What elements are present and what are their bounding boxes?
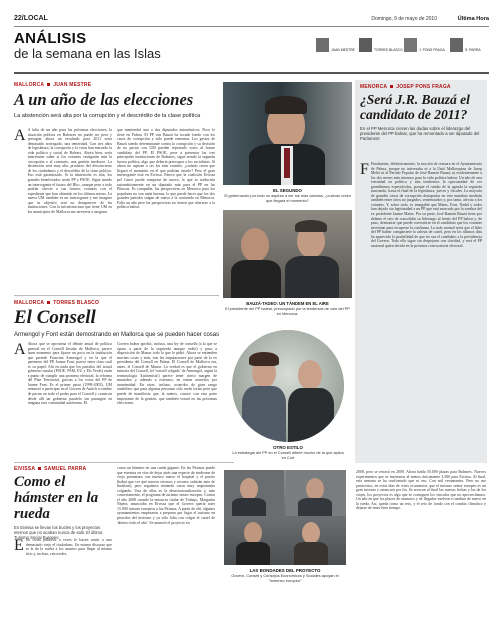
article-headline: Como el hámster en la rueda <box>14 474 99 522</box>
article-headline: ¿Será J.R. Bauzá el candidato de 2011? <box>360 92 470 122</box>
kicker-place: MALLORCA <box>14 300 45 306</box>
photo-caption-title: LAS BONDADES DEL PROYECTO <box>249 568 321 573</box>
kicker-bullet <box>47 301 50 304</box>
photo-caption-title: EL SEGUNDO <box>273 188 302 193</box>
drop-cap: A <box>14 342 26 358</box>
article-menorca-pons <box>360 84 484 142</box>
author-photo <box>450 38 463 52</box>
article-kicker <box>360 84 484 90</box>
photo-bauza-portrait <box>223 82 352 185</box>
article-column <box>117 466 215 616</box>
drop-cap: A <box>14 128 26 144</box>
page-header <box>14 14 489 27</box>
photo-caption-text: La estrategia del PP en el Consell difiere mucho de la que aplica en Cort <box>232 450 344 460</box>
article-body: 2008, pero se retrasó en 2009. Ahora habla 50.000 plazas para Baleares. Nuevos experimentos que se insertaron al menos únicamente 3.500 para Eivissa. Al final, esta semana se ha confirmado que ni eso. Con mil veraneantes. Pero no me pronostico, en estos días de crisis económica, que el turismo senior europeo es un gran invento y arrancará por fin. Se acercan al final las nuevas fechas y las de los viajes, los proyectos es algo que se consiguen los vinculos que no aprovechamos. Un año en que los plazos de anuncios y de llegadas vuelven a cambiar de nuevo en la rueda. Así, queda como un reto, y el reto de fondo con el cambio climático y dejarse de tener bien tiempo. <box>356 470 486 511</box>
article-body: Ahora que se aproxima el debate anual de política general en el Consell Insular de Mallorca, parece buen momento para fijarse un poco en la institución que preside Francina Armengol y en la que el partenero del PP, Jaume Font, parece tener claro cuál es su papel. Ahí en nada que los partidos del actual gobierno insular (PSOE, PSM, EU y Els Verds) están a punto de cumplir una promesa electoral, la reforma del Plan Territorial, gracias a los votos del PP de Jaume Font. Es el primer pacto (1999-2003), UM renunció a participar en el Govern de Antich a cambio de pactar en todo el poder para el Consell y construir desde allí un gobierno paralelo sin parangón en ninguna otra comunidad autónoma. El <box>27 342 112 406</box>
article-body: Finalmente, definitivamente, la moción de censura en el Ayuntamiento de Palma, porque no interesaba ni a la Unió Mallorquina de Josep Melià ni al Partido Popular de José Ramón Bauzá, ni evidentemente a los dos meses más intensos para la vida política balear. Un año de una eternidad en política y aún tendremos la oportunidad de ver grandísimos espectáculos, porque el rumbo de la agenda la seguirán marcando, hasta el final de la legislatura, jueces y fiscales. La mayoría de grandes casos de corrupción destapados en este mandato medirán también entre otros no juzgados, sentenciados y, por tanto, afectar a los votantes. Y, sobre todo, es innegable que Matas, Font, Nadal y todos han dejado sin legitimidad a un PP que está marcado por la sombra del ex presidente Jaume Matas. Por su parte, José Ramón Bauzá tiene por delante el reto de consolidar su liderazgo al frente del PP balear y, de paso, demostrar que puede convertirse en el candidato que los votantes necesitan para recuperar la confianza. Lo más normal sería que el líder del PP balear compartiese la cabeza de cartel, pero en los últimos días ha aparecido la posibilidad de que no sea el candidato a la presidencia del Govern. Todo ello sigue sin despejarse con claridad, y será el PP nacional quien decida en la próxima convocatoria electoral. <box>370 162 482 248</box>
article-kicker <box>14 300 234 306</box>
section-header <box>14 28 489 74</box>
section-subtitle: de la semana en las Islas <box>14 46 161 61</box>
kicker-author: SAMUEL PARRA <box>44 466 87 472</box>
author-name: J. PONS FRAGA <box>419 48 445 52</box>
article-body: En cosas públicas a veces le hacen sentir a uno demasiado viejo el ciudadano. Un mismo discurso que se le da la vuelta a los asuntos para llegar al mismo sitio y, incluso, retroceder, <box>25 538 112 556</box>
drop-cap: E <box>14 538 24 554</box>
kicker-author: JOSEP PONS FRAGA <box>396 84 451 90</box>
article-kicker <box>14 466 112 472</box>
drop-cap: F <box>360 162 369 178</box>
article-column <box>14 538 112 616</box>
author-photo <box>404 38 417 52</box>
kicker-author: JUAN MESTRE <box>53 82 92 88</box>
article-body: que mantendrá uno o dos diputados autonómicos. Poco le tiene en Palma. El PP con Bauzá ha tocado fondo con los casos de corrupción y sólo puede remontar. Los gestos de Bauzá siendo determinante contra la corrupción y su decisión de no pactar con UM pueden reportarle votos al futuro candidato del PP. El PSOE, pese a presentar las tres principales instituciones de Baleares, sigue siendo la segunda fuerza política, algo que debería preocupar a los socialistas. Si ahora no aspiran a ser los más votados, ¿cuándo creen que llegará el momento en el que podrían estarlo? Pero el gran interrogante está en Eivissa. Parece que la coalición Eivissa pel Canvi puede romperse de nuevo, lo que se traduciría automáticamente en un diputado más para el PP en las Pitiusas. Es compañía, las perspectivas en Menorca para los populares no son nada buenas, lo que puede hacer que los dos grandes partidos salgan de nuevo a la contienda en Menorca. Falta un año pero las perspectivas no tienen que alterarse a la política balear. <box>117 128 215 210</box>
article-column <box>360 162 482 458</box>
photo-caption-text: El presidente del PP balear, preocupado por la tendencia de voto del PP en Menorca. <box>225 306 350 316</box>
article-column <box>117 342 217 455</box>
photo-caption-text: Govern, Consell y Consejos Económicos y Sociales apoyan el "inmenso europeo" <box>231 573 339 583</box>
article-headline: El Consell <box>14 307 96 328</box>
kicker-place: MALLORCA <box>14 82 45 88</box>
author-photo <box>316 38 329 52</box>
page-number: 22/LOCAL <box>14 15 48 22</box>
article-column <box>14 342 112 455</box>
photo-bauza-tadeo <box>223 210 352 298</box>
issue-date: Domingo, 9 de mayo de 2010 <box>371 16 437 22</box>
kicker-author: TORRES BLASCO <box>53 300 100 306</box>
article-subhead: Armengol y Font están demostrando en Mallorca que se pueden hacer cosas <box>14 332 220 338</box>
divider <box>14 462 234 463</box>
author-name: S. PARRA <box>465 48 481 52</box>
photo-otro-estilo <box>232 330 344 442</box>
author-photo <box>359 38 372 52</box>
article-headline: A un año de las elecciones <box>14 90 194 109</box>
kicker-place: MENORCA <box>360 84 388 90</box>
kicker-bullet <box>38 467 41 470</box>
article-eivissa-parra <box>14 466 112 540</box>
article-mallorca-mestre <box>14 82 234 119</box>
article-column <box>14 128 112 293</box>
kicker-bullet <box>390 85 393 88</box>
article-kicker <box>14 82 234 88</box>
section-title: ANÁLISIS <box>14 30 87 47</box>
author-name: JUAN MESTRE <box>331 48 355 52</box>
kicker-place: EIVISSA <box>14 466 36 472</box>
article-subhead: En Eivissa se llevan los bucles y los proyectos eternos que no acaban nunca de salir. El último: Turismo Social Europeo <box>14 525 104 540</box>
kicker-bullet <box>47 83 50 86</box>
article-body: como un hámster en una rueda gigante. En las Pitiusas puede que estemos en vías de dejar atrás una especie de síndrome de viejo prematuro con nuestro nuevo el hospital y el puerto (habrá que ver qué nuevos retrasos y revueos sufrirán ante de finalizar), pero seguimos teniendo casos muy importantes colgando. Una de ellas es la desestacionalización y, más concretamente, el programa de turismo senior europeo. Contra el año 2008 cuando la entonces titular de Trabajo, Margarita Nájera, anunciaba en Eivissa que el Govern quería traer 15.000 turistas europeos a las Pitiusas. A partir de ahí, algunos ayuntamientos empezaron a preparar por lugar el turismo en periodos del invierno y ya sólo falta con colgar el cartel de 'abierto todo el año'. Se anunció el proyecto en <box>117 466 215 525</box>
article-mallorca-torres <box>14 300 234 338</box>
photo-bondades-proyecto <box>224 470 346 565</box>
article-subhead: En el PP Menorca crecen las dudas sobre el liderazgo del presidente del PP balear, que ha remontado a ser diputado del Parlament <box>360 126 480 142</box>
photo-caption-title: BAUZÁ-TADEO: UN TÁNDEM EN EL AIRE <box>246 301 329 306</box>
newspaper-name: Última Hora <box>457 15 489 22</box>
article-body: Govern balear aprobó, incluso, una ley de consells (a la que se opuso a parte de la izquierda aunque cedió) y puso a disposición de Munar todo lo que le pidió. Ahora se entienden muchas cosas y más, tras las imputaciones por parte de la ex presidenta del Consell en Palma. El Consell de Mallorca era, antes, el Consell de Munar. La verdad es que el gobierno en minoría del Consell, (el 'consell colgado' de Armengol, según la terminología 'kitchenista') parece tener cierto margen de maniobra y, además a extensos, en temas acuerdos por unanimidad. En otras, incluso, acuerdos de gran rango simbólico que para algunas personas sólo serán tortas pero que puede de manifiesto que, al menos, conoce con esta parte importante de la gestión, que también votará en las próximas elecciones. <box>117 342 217 406</box>
article-body: A falta de un año para las próximas elecciones, la situación política en Baleares no puede ser peor y presagiar ahora un resultado para 2011 sería demasiado arriesgado, una temeridad. Con tres años de legislatura, la corrupción y la crisis han marcado la vida política y social de Balears. Ahora bien, sería interesante saber si los votantes castigarán más la corrupción o al contrario, una gestión mediocre. La abstención será muy alta, producto del desconcierto de los ciudadanos y el descrédito de la clase política. Eso está garantizado. Si la abstención es alta, los grandes beneficiados serán PP y PSOE. Sigue siendo un interrogante el futuro del Bloc, aunque pese a todo podrán ofrecer a sus futuros votantes con el expediente que han obtenido en los últimos meses. La nueva UM también es un interrogante y me imagino que su objetivo será no desaparecer de las instituciones. Con la infraestructura que tiene UM en los municipios de Mallorca me atrevería a asegurar <box>27 128 112 214</box>
section-rule <box>14 72 489 74</box>
article-subhead: La abstención será alta por la corrupción y el descrédito de la clase política <box>14 113 201 119</box>
author-name: TORRES BLASCO <box>374 48 403 52</box>
author-thumbnails <box>316 38 488 72</box>
article-column <box>356 470 486 615</box>
article-column <box>117 128 215 293</box>
photo-caption-title: OTRO ESTILO <box>273 445 303 450</box>
divider <box>14 295 219 296</box>
photo-caption-text: Si gobernando por todo no aspiran a ser los más votados, ¿cuándo creen que llegará el momento? <box>224 193 351 203</box>
